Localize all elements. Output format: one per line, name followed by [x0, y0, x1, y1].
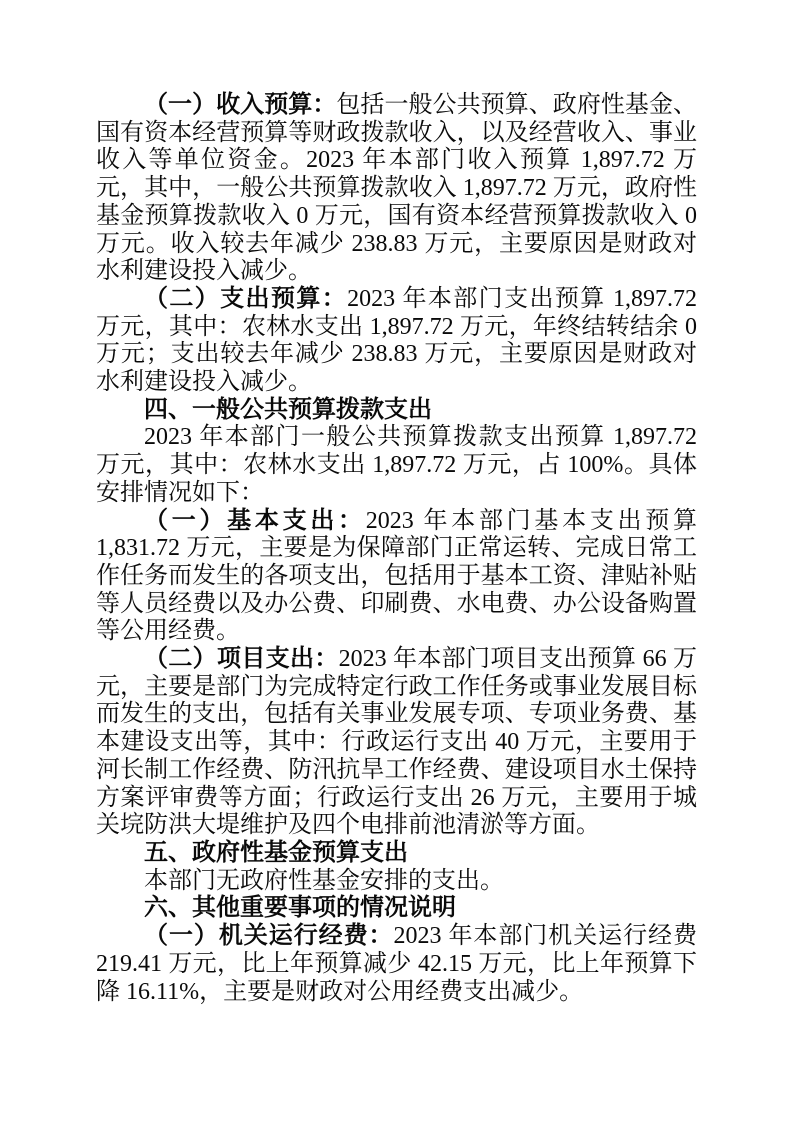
paragraph-agency-operating-expenses-lead: （一）机关运行经费：	[144, 923, 394, 950]
paragraph-expenditure-budget-text: 2023 年本部门支出预算 1,897.72 万元，其中：农林水支出 1,897.72 万元，年终结转结余 0 万元；支出较去年减少 238.83 万元，主要原因是财政对水利建设投入减少。	[96, 285, 698, 396]
paragraph-income-budget-text: 包括一般公共预算、政府性基金、国有资本经营预算等财政拨款收入，以及经营收入、事业收入等单位资金。2023 年本部门收入预算 1,897.72 万元，其中，一般公共预算拨款收入 1,897.72 万元，政府性基金预算拨款收入 0 万元，国有资本经营预算拨款收入 0 万元。收入较去年减少 238.83 万元，主要原因是财政对水利建设投入减少。	[96, 92, 698, 285]
paragraph-project-expenditure-lead: （二）项目支出：	[144, 646, 339, 673]
heading-section-5-government-fund-budget	[96, 840, 697, 868]
heading-section-6-other-important-matters	[96, 895, 697, 923]
paragraph-basic-expenditure-text: 2023 年本部门基本支出预算 1,831.72 万元，主要是为保障部门正常运转、完成日常工作任务而发生的各项支出，包括用于基本工资、津贴补贴等人员经费以及办公费、印刷费、水电费、办公设备购置等公用经费。	[96, 507, 698, 645]
paragraph-basic-expenditure	[96, 508, 697, 647]
paragraph-income-budget	[96, 92, 697, 286]
paragraph-agency-operating-expenses-text: 2023 年本部门机关运行经费 219.41 万元，比上年预算减少 42.15 万元，比上年预算下降 16.11%，主要是财政对公用经费支出减少。	[96, 923, 697, 1005]
paragraph-income-budget-lead: （一）收入预算：	[144, 92, 337, 118]
paragraph-general-public-budget-overview-text: 2023 年本部门一般公共预算拨款支出预算 1,897.72 万元，其中：农林水支出 1,897.72 万元，占 100%。具体安排情况如下：	[96, 424, 697, 506]
heading-section-4-text: 四、一般公共预算拨款支出	[144, 396, 432, 423]
paragraph-project-expenditure-text: 2023 年本部门项目支出预算 66 万元，主要是部门为完成特定行政工作任务或事业发展目标而发生的支出，包括有关事业发展专项、专项业务费、基本建设支出等，其中：行政运行支出 40 万元，主要用于河长制工作经费、防汛抗旱工作经费、建设项目水土保持方案评审费等方面；行政运行支出 26 万元，主要用于城关垸防洪大堤维护及四个电排前池清淤等方面。	[96, 646, 698, 839]
heading-section-4-general-public-budget	[96, 397, 697, 425]
paragraph-no-government-fund-text: 本部门无政府性基金安排的支出。	[144, 867, 504, 894]
paragraph-no-government-fund	[96, 868, 697, 896]
paragraph-basic-expenditure-lead: （一）基本支出：	[144, 507, 366, 534]
paragraph-general-public-budget-overview	[96, 424, 697, 507]
heading-section-6-text: 六、其他重要事项的情况说明	[144, 895, 456, 922]
paragraph-agency-operating-expenses	[96, 923, 697, 1006]
paragraph-expenditure-budget-lead: （二）支出预算：	[144, 285, 348, 312]
paragraph-expenditure-budget	[96, 286, 697, 397]
paragraph-project-expenditure	[96, 646, 697, 840]
heading-section-5-text: 五、政府性基金预算支出	[144, 839, 408, 866]
